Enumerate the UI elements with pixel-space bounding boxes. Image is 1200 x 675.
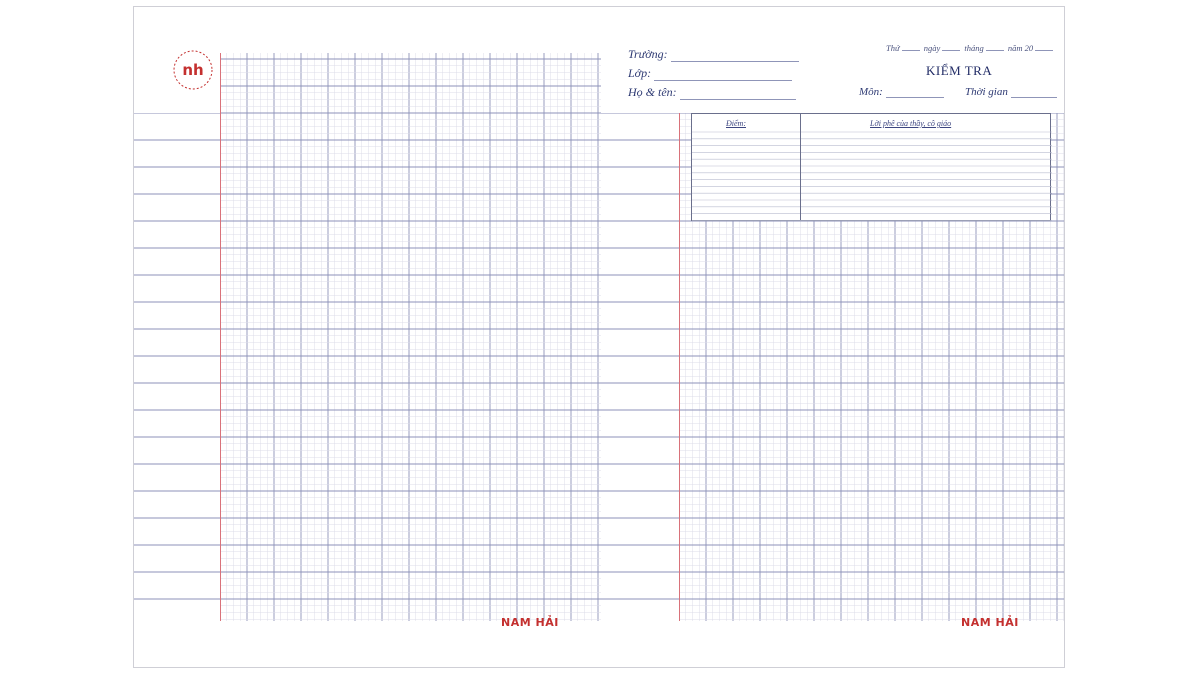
exam-title: KIỂM TRA [926, 63, 993, 78]
duration-field[interactable] [965, 86, 1057, 98]
student-name-label: Họ & tên: [628, 85, 677, 99]
day-label: ngày [923, 43, 941, 53]
middle-ruled-gap [601, 113, 679, 621]
nh-circle-logo-icon [170, 47, 216, 93]
class-field[interactable] [628, 66, 792, 81]
weekday-label: Thứ [886, 43, 900, 53]
score-comment-box [691, 113, 1051, 221]
subject-field[interactable] [859, 86, 944, 98]
school-field[interactable] [628, 47, 799, 62]
right-footer-brand: NAM HẢI [961, 616, 1019, 629]
exam-paper-sheet [133, 6, 1065, 668]
left-margin-line [220, 53, 221, 621]
left-footer-brand: NAM HẢI [501, 616, 559, 629]
brand-logo [170, 47, 216, 93]
student-name-field[interactable] [628, 85, 796, 100]
left-page-grid [220, 53, 601, 621]
duration-label: Thời gian [965, 86, 1008, 98]
score-label: Điểm: [726, 119, 746, 128]
teacher-comment-label: Lời phê của thầy, cô giáo [870, 119, 952, 128]
class-label: Lớp: [628, 66, 652, 80]
left-ruled-margin [134, 113, 220, 621]
year-label: năm 20 [1007, 43, 1034, 53]
month-label: tháng [964, 43, 984, 53]
school-label: Trường: [628, 47, 668, 61]
subject-label: Môn: [859, 86, 883, 98]
logo-text: nh [182, 61, 204, 79]
date-line[interactable] [886, 43, 1055, 53]
right-margin-line [679, 113, 680, 621]
